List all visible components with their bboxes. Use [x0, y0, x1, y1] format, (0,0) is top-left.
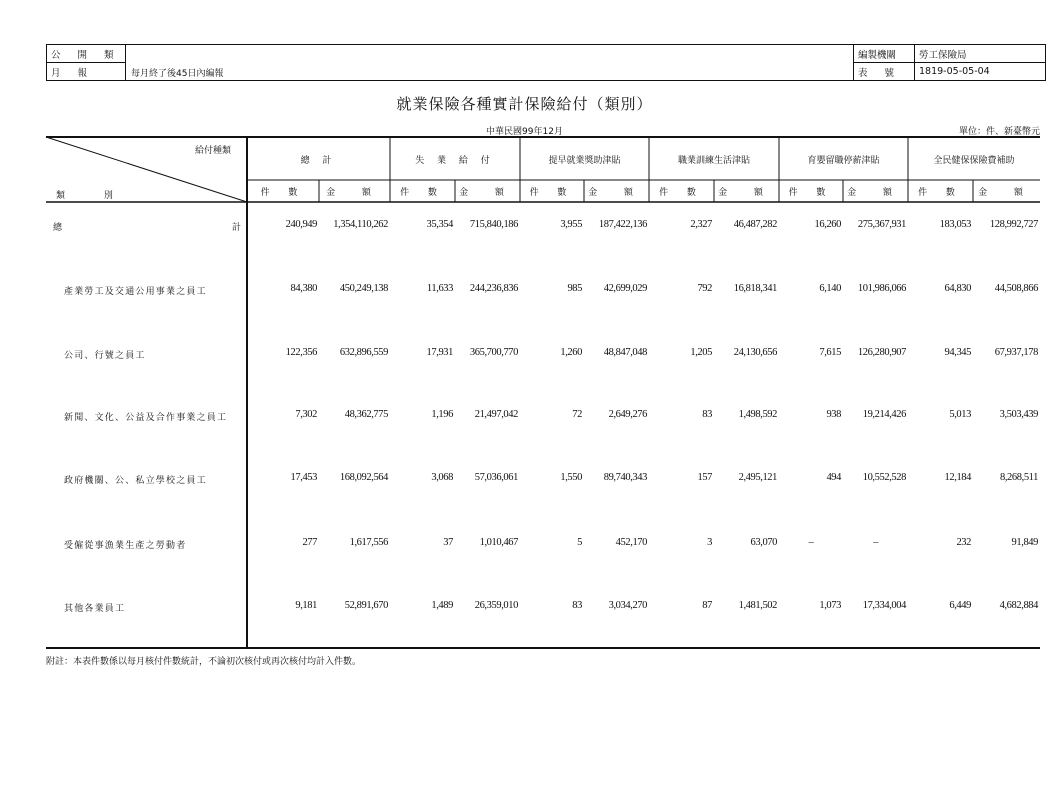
group-header: 總 計 — [300, 156, 337, 166]
table-cell: 1,354,110,262 — [333, 219, 388, 230]
table-cell: 83 — [702, 409, 712, 420]
amount-subheader: 金 額 — [978, 188, 1035, 198]
table-cell: 8,268,511 — [999, 472, 1038, 483]
table-cell: 72 — [572, 409, 582, 420]
table-cell: 3,034,270 — [608, 600, 647, 611]
amount-subheader: 金 額 — [847, 188, 904, 198]
form-label: 表 號 — [854, 63, 915, 81]
row-label: 受僱從事漁業生產之勞動者 — [64, 541, 187, 551]
agency-label: 編製機關 — [854, 45, 915, 63]
table-cell: – — [873, 537, 878, 548]
row-label — [53, 220, 241, 233]
table-cell: 1,260 — [560, 347, 582, 358]
table-cell: 277 — [302, 537, 317, 548]
amount-subheader: 金 額 — [718, 188, 775, 198]
table-cell: 7,615 — [819, 347, 841, 358]
table-cell: 122,356 — [285, 347, 317, 358]
count-subheader: 件 數 — [260, 188, 306, 198]
row-label: 公司、行號之員工 — [64, 351, 146, 361]
page-title: 就業保險各種實計保險給付（類別） — [396, 95, 653, 113]
count-subheader: 件 數 — [788, 188, 834, 198]
table-cell: 17,334,004 — [862, 600, 906, 611]
table-cell: 63,070 — [750, 537, 777, 548]
table-cell: 3,068 — [431, 472, 453, 483]
amount-subheader: 金 額 — [459, 188, 516, 198]
table-cell: 3,955 — [560, 219, 582, 230]
table-cell: 157 — [697, 472, 712, 483]
table-cell: 7,302 — [295, 409, 317, 420]
unit-label: 單位：件、新臺幣元 — [958, 127, 1040, 137]
table-cell: 6,140 — [819, 283, 841, 294]
table-cell: 84,380 — [290, 283, 317, 294]
table-cell: 985 — [567, 283, 582, 294]
table-cell: 83 — [572, 600, 582, 611]
table-cell: 46,487,282 — [733, 219, 777, 230]
row-label-part: 計 — [231, 223, 241, 233]
table-cell: 128,992,727 — [989, 219, 1038, 230]
row-label: 政府機關、公、私立學校之員工 — [64, 476, 207, 486]
table-cell: 792 — [697, 283, 712, 294]
form-value: 1819-05-05-04 — [915, 63, 1046, 81]
footnote: 附註：本表件數係以每月核付件數統計，不論初次核付或再次核付均計入件數。 — [46, 657, 362, 667]
count-subheader: 件 數 — [659, 188, 704, 198]
amount-subheader: 金 額 — [326, 188, 383, 198]
table-cell: 183,053 — [939, 219, 971, 230]
table-cell: 3,503,439 — [999, 409, 1038, 420]
table-cell: 5 — [577, 537, 582, 548]
table-cell: 6,449 — [949, 600, 971, 611]
table-cell: 450,249,138 — [339, 283, 388, 294]
table-cell: 1,196 — [431, 409, 453, 420]
row-label-part: 總 — [53, 223, 63, 233]
table-cell: 37 — [443, 537, 453, 548]
table-cell: 1,010,467 — [479, 537, 518, 548]
table-cell: 64,830 — [944, 283, 971, 294]
table-cell: 19,214,426 — [862, 409, 906, 420]
corner-top-label: 給付種類 — [195, 146, 232, 156]
table-cell: 2,327 — [690, 219, 712, 230]
table-cell: 89,740,343 — [603, 472, 647, 483]
report-date: 中華民國99年12月 — [486, 127, 563, 137]
table-cell: 452,170 — [615, 537, 647, 548]
count-subheader: 件 數 — [400, 188, 445, 198]
table-cell: 1,550 — [560, 472, 582, 483]
table-cell: 275,367,931 — [857, 219, 906, 230]
table-cell: 1,489 — [431, 600, 453, 611]
table-cell: – — [808, 537, 814, 548]
table-cell: 715,840,186 — [469, 219, 518, 230]
table-cell: 48,362,775 — [344, 409, 388, 420]
table-cell: 4,682,884 — [999, 600, 1038, 611]
table-cell: 3 — [707, 537, 712, 548]
group-header: 全民健保保險費補助 — [933, 156, 1015, 166]
table-cell: 9,181 — [295, 600, 317, 611]
row-label: 新聞、文化、公益及合作事業之員工 — [64, 413, 228, 423]
table-cell: 2,495,121 — [738, 472, 777, 483]
table-cell: 168,092,564 — [339, 472, 388, 483]
table-cell: 42,699,029 — [603, 283, 647, 294]
table-cell: 44,508,866 — [994, 283, 1038, 294]
table-cell: 101,986,066 — [857, 283, 906, 294]
table-cell: 10,552,528 — [862, 472, 906, 483]
table-cell: 35,354 — [426, 219, 453, 230]
table-cell: 12,184 — [944, 472, 971, 483]
table-cell: 16,260 — [814, 219, 841, 230]
table-cell: 365,700,770 — [469, 347, 518, 358]
table-cell: 240,949 — [285, 219, 317, 230]
count-subheader: 件 數 — [918, 188, 963, 198]
table-cell: 1,481,502 — [738, 600, 777, 611]
table-cell: 48,847,048 — [603, 347, 647, 358]
table-cell: 126,280,907 — [857, 347, 906, 358]
table-cell: 938 — [826, 409, 841, 420]
group-header: 提早就業獎助津貼 — [548, 156, 621, 166]
table-cell: 24,130,656 — [733, 347, 777, 358]
table-cell: 244,236,836 — [469, 283, 518, 294]
table-cell: 87 — [702, 600, 712, 611]
table-cell: 57,036,061 — [474, 472, 518, 483]
table-cell: 232 — [956, 537, 971, 548]
table-cell: 11,633 — [426, 283, 453, 294]
amount-subheader: 金 額 — [588, 188, 645, 198]
table-cell: 26,359,010 — [474, 600, 518, 611]
period-note: 每月終了後45日內編報 — [131, 69, 224, 79]
table-cell: 67,937,178 — [994, 347, 1038, 358]
table-cell: 1,073 — [819, 600, 841, 611]
table-cell: 91,849 — [1011, 537, 1038, 548]
table-cell: 187,422,136 — [598, 219, 647, 230]
row-label: 其他各業員工 — [64, 604, 126, 614]
row-label: 產業勞工及交通公用事業之員工 — [64, 287, 207, 297]
table-cell: 5,013 — [949, 409, 971, 420]
table-cell: 16,818,341 — [733, 283, 777, 294]
table-cell: 21,497,042 — [474, 409, 518, 420]
agency-value: 勞工保險局 — [915, 45, 1046, 63]
table-cell: 1,498,592 — [738, 409, 777, 420]
table-cell: 94,345 — [944, 347, 971, 358]
period-label: 月 報 — [47, 63, 126, 81]
table-cell: 1,205 — [690, 347, 712, 358]
group-header: 失 業 給 付 — [415, 156, 495, 166]
table-cell: 52,891,670 — [344, 600, 388, 611]
table-cell: 632,896,559 — [339, 347, 388, 358]
corner-bottom-label: 類 別 — [56, 191, 131, 201]
group-header: 職業訓練生活津貼 — [677, 156, 750, 166]
open-type-label: 公 開 類 — [47, 45, 126, 63]
table-cell: 494 — [826, 472, 841, 483]
table-cell: 17,453 — [290, 472, 317, 483]
table-cell: 17,931 — [426, 347, 453, 358]
table-cell: 2,649,276 — [608, 409, 647, 420]
group-header: 育嬰留職停薪津貼 — [807, 156, 880, 166]
count-subheader: 件 數 — [529, 188, 575, 198]
table-cell: 1,617,556 — [349, 537, 388, 548]
